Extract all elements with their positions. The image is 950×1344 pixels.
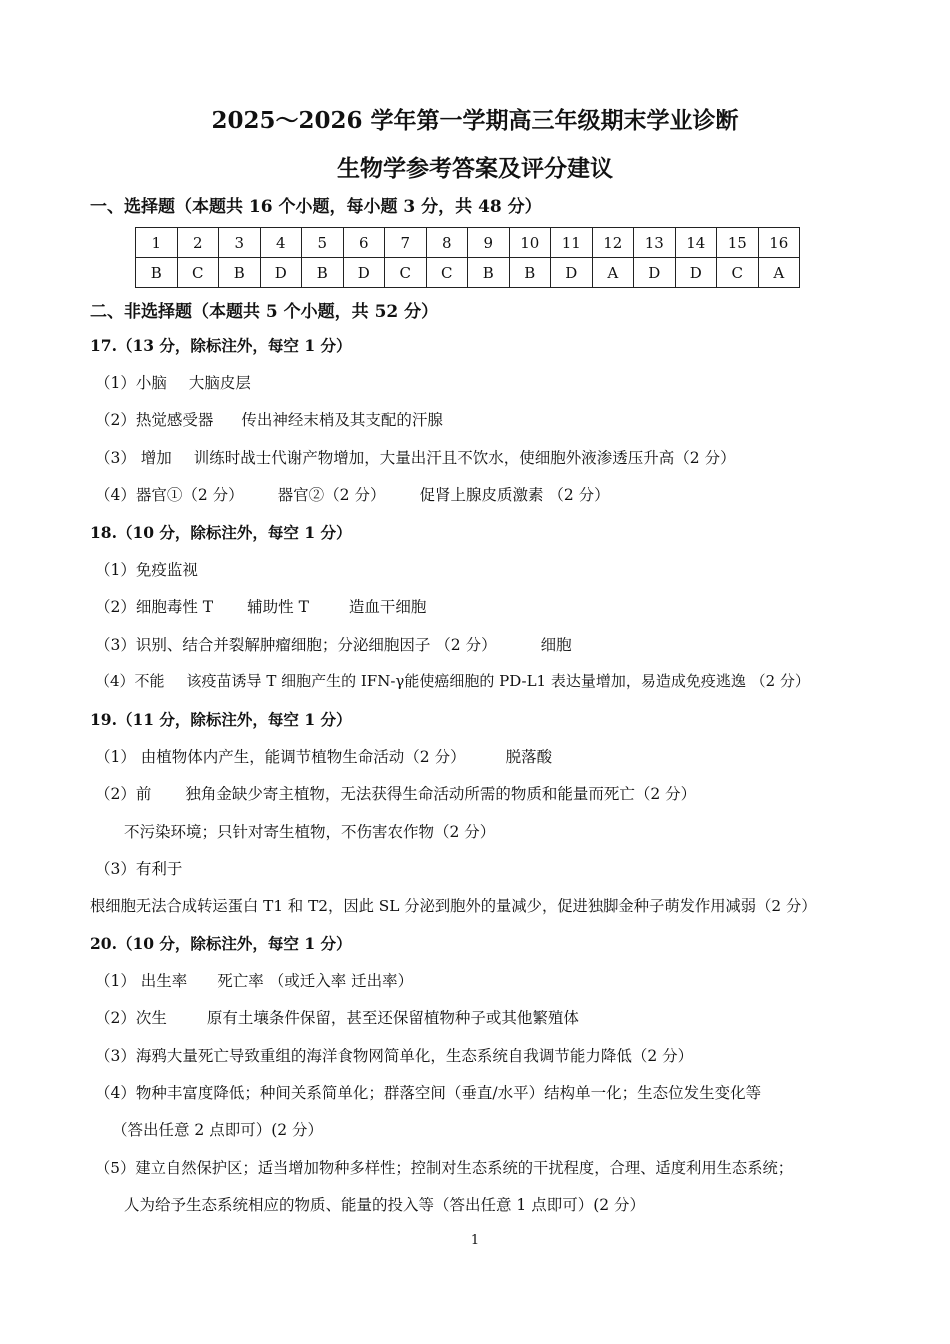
answer-cell: D bbox=[634, 258, 676, 288]
q18-3-b: 细胞 bbox=[540, 636, 572, 654]
q19-answer-2-cont: 不污染环境；只针对寄生植物，不伤害农作物（2 分） bbox=[124, 823, 496, 841]
answer-cell: D bbox=[675, 258, 717, 288]
question-number-cell: 10 bbox=[509, 228, 551, 258]
question-number-cell: 6 bbox=[343, 228, 385, 258]
q20-heading: 20.（10 分，除标注外，每空 1 分） bbox=[90, 934, 352, 953]
q19-1-a: （1） 由植物体内产生，能调节植物生命活动（2 分） bbox=[95, 748, 466, 766]
question-number-cell: 8 bbox=[426, 228, 468, 258]
q18-3-a: （3）识别、结合并裂解肿瘤细胞；分泌细胞因子 （2 分） bbox=[95, 636, 497, 654]
q18-answer-1 bbox=[95, 558, 198, 580]
q20-2-a: （2）次生 bbox=[95, 1009, 167, 1027]
q20-1-a: （1） 出生率 bbox=[95, 972, 188, 990]
question-number-cell: 5 bbox=[302, 228, 344, 258]
q20-answer-1 bbox=[95, 969, 413, 991]
q17-heading: 17.（13 分，除标注外，每空 1 分） bbox=[90, 336, 352, 355]
question-number-cell: 1 bbox=[136, 228, 178, 258]
question-number-cell: 15 bbox=[717, 228, 759, 258]
question-number-cell: 16 bbox=[758, 228, 800, 258]
q19-1-b: 脱落酸 bbox=[505, 748, 553, 766]
q20-answer-4-cont: （答出任意 2 点即可）(2 分） bbox=[112, 1121, 324, 1139]
q19-2-a: （2）前 bbox=[95, 785, 152, 803]
answer-cell: B bbox=[468, 258, 510, 288]
q17-answer-4 bbox=[95, 483, 610, 505]
q18-2-c: 造血干细胞 bbox=[348, 598, 427, 616]
q20-answer-4: （4）物种丰富度降低；种间关系简单化；群落空间（垂直/水平）结构单一化；生态位发生变化等 bbox=[95, 1084, 762, 1102]
answer-cell: C bbox=[426, 258, 468, 288]
answer-cell: B bbox=[302, 258, 344, 288]
answer-cell: C bbox=[385, 258, 427, 288]
answer-table-number-row bbox=[136, 228, 800, 258]
question-number-cell: 14 bbox=[675, 228, 717, 258]
page-subtitle: 生物学参考答案及评分建议 bbox=[337, 155, 613, 182]
q20-answer-5-cont: 人为给予生态系统相应的物质、能量的投入等（答出任意 1 点即可）(2 分） bbox=[124, 1196, 646, 1214]
question-number-cell: 7 bbox=[385, 228, 427, 258]
q18-2-b: 辅助性 T bbox=[247, 598, 309, 616]
q17-answer-3 bbox=[95, 446, 736, 468]
q17-3-a: （3） 增加 bbox=[95, 449, 172, 467]
q17-4-b: 器官②（2 分） bbox=[277, 486, 386, 504]
q20-answer-3: （3）海鸦大量死亡导致重组的海洋食物网简单化，生态系统自我调节能力降低（2 分） bbox=[95, 1047, 694, 1065]
answer-cell: B bbox=[509, 258, 551, 288]
answer-table-answer-row bbox=[136, 258, 800, 288]
answer-cell: C bbox=[177, 258, 219, 288]
q17-3-b: 训练时战士代谢产物增加，大量出汗且不饮水，使细胞外液渗透压升高（2 分） bbox=[193, 449, 736, 467]
q18-answer-4 bbox=[95, 670, 810, 691]
q19-heading: 19.（11 分，除标注外，每空 1 分） bbox=[90, 710, 352, 729]
question-number-cell: 12 bbox=[592, 228, 634, 258]
answer-cell: D bbox=[260, 258, 302, 288]
q18-answer-2 bbox=[95, 595, 426, 617]
page-title: 2025～2026 学年第一学期高三年级期末学业诊断 bbox=[211, 107, 739, 134]
question-number-cell: 4 bbox=[260, 228, 302, 258]
answer-cell: B bbox=[136, 258, 178, 288]
section-heading-choice: 一、选择题（本题共 16 个小题，每小题 3 分，共 48 分） bbox=[90, 197, 542, 217]
answer-cell: A bbox=[758, 258, 800, 288]
answer-table bbox=[135, 227, 800, 288]
q17-2-a: （2）热觉感受器 bbox=[95, 411, 214, 429]
q19-answer-2 bbox=[95, 782, 696, 804]
question-number-cell: 2 bbox=[177, 228, 219, 258]
section-heading-nonchoice: 二、非选择题（本题共 5 个小题，共 52 分） bbox=[90, 302, 439, 322]
q18-4-a: （4）不能 bbox=[95, 672, 165, 690]
q19-answer-3: （3）有利于 bbox=[95, 860, 183, 878]
q18-2-a: （2）细胞毒性 T bbox=[95, 598, 214, 616]
question-number-cell: 9 bbox=[468, 228, 510, 258]
answer-cell: C bbox=[717, 258, 759, 288]
q17-4-c: 促肾上腺皮质激素 （2 分） bbox=[419, 486, 610, 504]
q17-answer-1 bbox=[95, 371, 251, 393]
q18-heading: 18.（10 分，除标注外，每空 1 分） bbox=[90, 523, 352, 542]
question-number-cell: 13 bbox=[634, 228, 676, 258]
q18-answer-3 bbox=[95, 633, 572, 655]
q17-1-a: （1）小脑 bbox=[95, 374, 167, 392]
q20-2-b: 原有土壤条件保留，甚至还保留植物种子或其他繁殖体 bbox=[206, 1009, 579, 1027]
q20-answer-2 bbox=[95, 1006, 579, 1028]
q20-answer-5: （5）建立自然保护区；适当增加物种多样性；控制对生态系统的干扰程度，合理、适度利用生态系统； bbox=[95, 1159, 794, 1177]
q18-4-b: 该疫苗诱导 T 细胞产生的 IFN-γ能使癌细胞的 PD-L1 表达量增加，易造成免疫逃逸 （2 分） bbox=[186, 672, 810, 690]
q19-answer-1 bbox=[95, 745, 552, 767]
answer-cell: D bbox=[551, 258, 593, 288]
q17-answer-2 bbox=[95, 408, 443, 430]
answer-cell: D bbox=[343, 258, 385, 288]
q17-4-a: （4）器官①（2 分） bbox=[95, 486, 244, 504]
q17-1-b: 大脑皮层 bbox=[188, 374, 251, 392]
q19-answer-3-cont: 根细胞无法合成转运蛋白 T1 和 T2，因此 SL 分泌到胞外的量减少，促进独脚金种子萌发作用减弱（2 分） bbox=[90, 897, 817, 915]
page-number: 1 bbox=[470, 1233, 480, 1248]
answer-cell: A bbox=[592, 258, 634, 288]
q18-1-a: （1）免疫监视 bbox=[95, 561, 198, 579]
q19-2-b: 独角金缺少寄主植物，无法获得生命活动所需的物质和能量而死亡（2 分） bbox=[185, 785, 697, 803]
q20-1-b: 死亡率 （或迁入率 迁出率） bbox=[217, 972, 414, 990]
answer-cell: B bbox=[219, 258, 261, 288]
question-number-cell: 3 bbox=[219, 228, 261, 258]
q17-2-b: 传出神经末梢及其支配的汗腺 bbox=[241, 411, 443, 429]
question-number-cell: 11 bbox=[551, 228, 593, 258]
